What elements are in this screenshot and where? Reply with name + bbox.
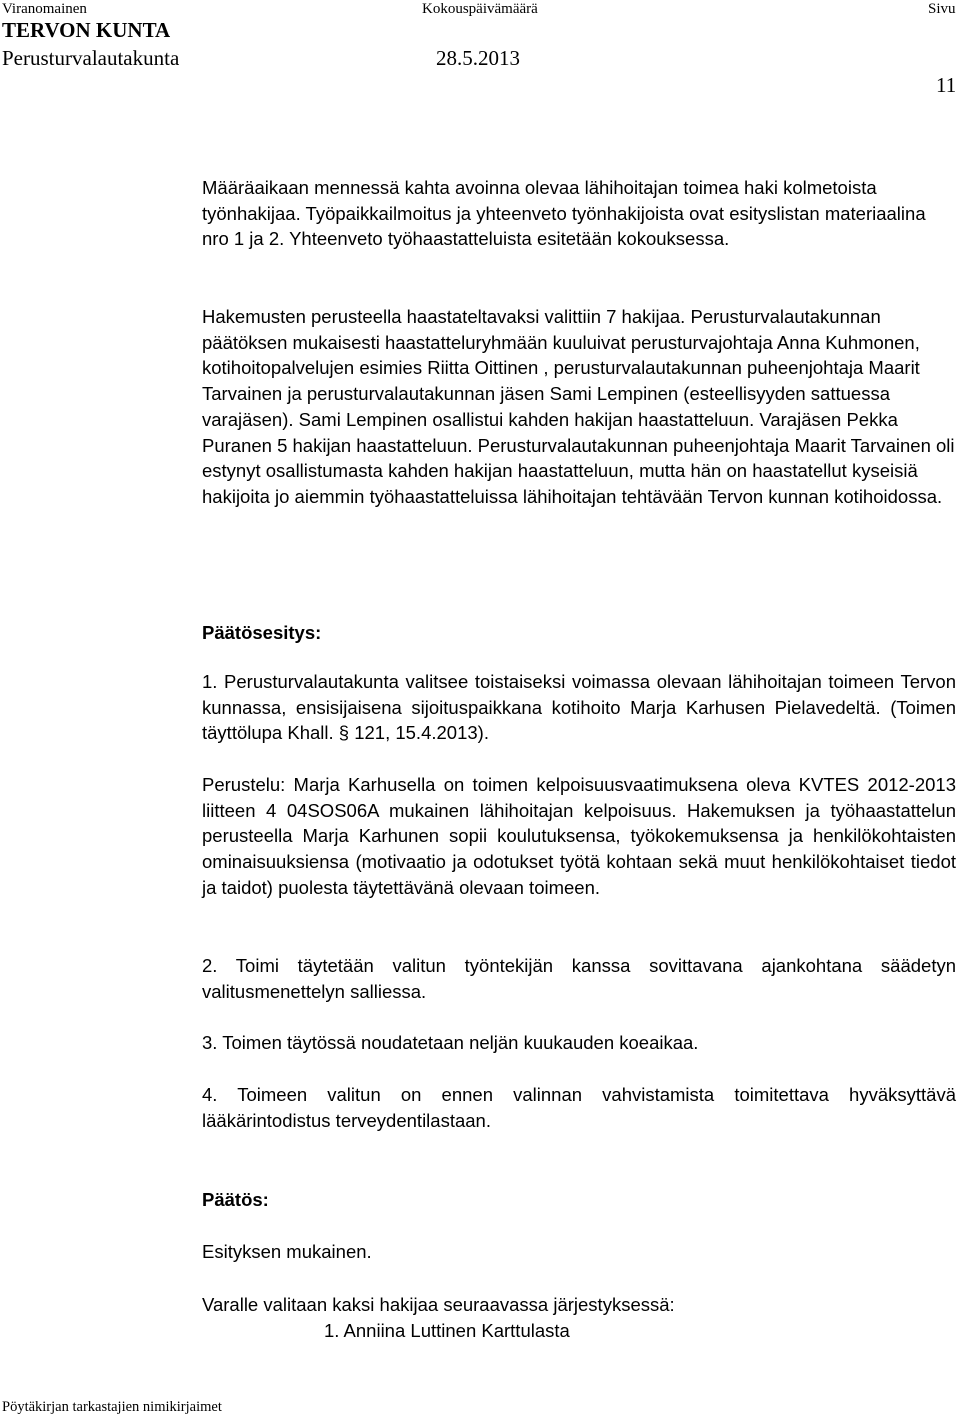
header-page-label: Sivu [928,1,956,17]
decision-text: Esityksen mukainen. [202,1241,372,1262]
footer-initials-label: Pöytäkirjan tarkastajien nimikirjaimet [2,1399,222,1415]
meeting-date: 28.5.2013 [436,46,520,70]
proposal-item-3: 3. Toimen täytössä noudatetaan neljän kuukauden koeaikaa. [202,1032,699,1053]
proposal-item-1: 1. Perusturvalautakunta valitsee toistaiseksi voimassa olevaan lähihoitajan toimeen Tervon kunnassa, ensisijaisena sijoituspaikkana kotihoito Marja Karhusen Pielavedeltä. (Toimen täyttölupa Khall. § 121, 15.4.2013). [202,671,956,744]
paragraph-applicants: Määräaikaan mennessä kahta avoinna olevaa lähihoitajan toimea haki kolmetoista työnhakijaa. Työpaikkailmoitus ja yhteenveto työnhakijoista ovat esityslistan materiaalina nro 1 ja 2. Yhteenveto työhaastatteluista esitetään kokouksessa. [202,177,926,250]
decision-heading: Päätös: [202,1189,269,1210]
proposal-rationale: Perustelu: Marja Karhusella on toimen kelpoisuusvaatimuksena oleva KVTES 2012-2013 liitteen 4 04SOS06A mukainen lähihoitajan kelpoisuus. Hakemuksen ja työhaastattelun perusteella Marja Karhunen sopii koulutuksensa, työkokemuksensa ja henkilökohtaisten ominaisuuksiensa (motivaatio ja odotukset työtä kohtaan sekä muut henkilökohtaiset tiedot ja taidot) puolesta täytettävänä olevaan toimeen. [202,774,956,898]
header-authority-label: Viranomainen [2,1,87,17]
authority-name: Perusturvalautakunta [2,46,180,70]
proposal-heading: Päätösesitys: [202,622,322,643]
paragraph-interviews: Hakemusten perusteella haastateltavaksi valittiin 7 hakijaa. Perusturvalautakunnan päätöksen mukaisesti haastatteluryhmään kuuluivat perusturvajohtaja Anna Kuhmonen, kotihoitopalvelujen esimies Riitta Oittinen , perusturvalautakunnan puheenjohtaja Maarit Tarvainen ja perusturvalautakunnan jäsen Sami Lempinen (esteellisyyden sattuessa varajäsen). Sami Lempinen osallistui kahden hakijan haastatteluun. Varajäsen Pekka Puranen 5 hakijan haastatteluun. Perusturvalautakunnan puheenjohtaja Maarit Tarvainen oli estynyt osallistumasta kahden hakijan haastatteluun, mutta hän on haastatellut kyseisiä hakijoita jo aiemmin työhaastatteluissa lähihoitajan tehtävään Tervon kunnan kotihoidossa. [202,306,955,507]
reserve-candidate-1: 1. Anniina Luttinen Karttulasta [324,1320,570,1341]
page-number: 11 [936,73,957,97]
proposal-item-4: 4. Toimeen valitun on ennen valinnan vahvistamista toimitettava hyväksyttävä lääkärintodistus terveydentilastaan. [202,1084,956,1131]
reserve-intro: Varalle valitaan kaksi hakijaa seuraavassa järjestyksessä: [202,1294,675,1315]
proposal-item-2: 2. Toimi täytetään valitun työntekijän kanssa sovittavana ajankohtana säädetyn valitusmenettelyn salliessa. [202,955,956,1002]
municipality-name: TERVON KUNTA [2,18,171,42]
header-date-label: Kokouspäivämäärä [422,1,538,17]
